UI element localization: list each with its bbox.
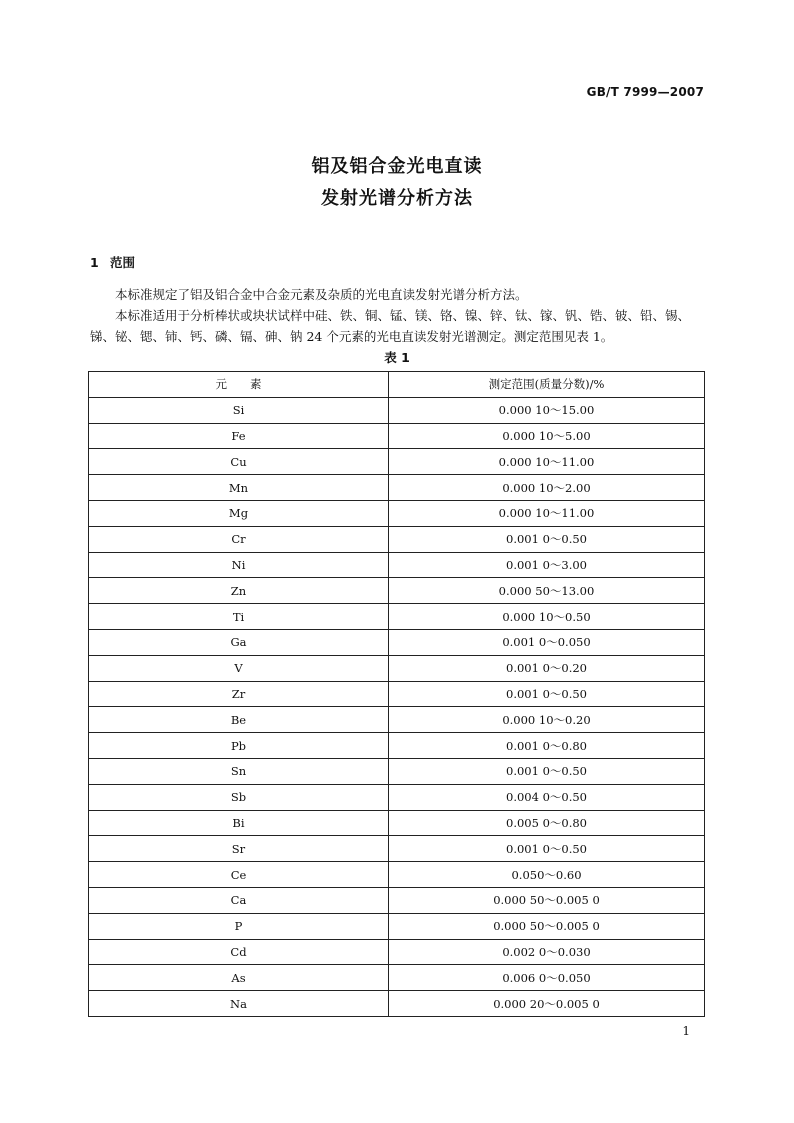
table-row [89, 578, 705, 604]
element-cell: Cd [89, 939, 389, 965]
element-cell: Cr [89, 526, 389, 552]
table-row [89, 629, 705, 655]
range-cell: 0.001 0～0.20 [389, 655, 705, 681]
range-cell: 0.000 10～11.00 [389, 500, 705, 526]
header-range: 测定范围(质量分数)/% [389, 372, 705, 398]
table-row [89, 552, 705, 578]
element-cell: Pb [89, 733, 389, 759]
element-cell: Ca [89, 887, 389, 913]
standard-code: GB/T 7999—2007 [586, 85, 704, 99]
element-cell: Ga [89, 629, 389, 655]
table-row [89, 965, 705, 991]
document-title-line2: 发射光谱分析方法 [321, 188, 473, 209]
range-cell: 0.001 0～0.50 [389, 681, 705, 707]
range-cell: 0.005 0～0.80 [389, 810, 705, 836]
table-row [89, 836, 705, 862]
measurement-range-table [88, 371, 705, 1017]
table-header-row [89, 372, 705, 398]
range-cell: 0.000 10～5.00 [389, 423, 705, 449]
table-row [89, 913, 705, 939]
paragraph-scope-2: 本标准适用于分析棒状或块状试样中硅、铁、铜、锰、镁、铬、镍、锌、钛、镓、钒、锆、铍、铅、锡、锑、铋、锶、铈、钙、磷、镉、砷、钠 24 个元素的光电直读发射光谱测定。测定范围见表 1。 [90, 308, 691, 344]
range-cell: 0.001 0～0.50 [389, 758, 705, 784]
element-cell: Na [89, 991, 389, 1017]
table-row [89, 939, 705, 965]
paragraph-scope-1: 本标准规定了铝及铝合金中合金元素及杂质的光电直读发射光谱分析方法。 [115, 287, 528, 302]
range-cell: 0.000 10～11.00 [389, 449, 705, 475]
element-cell: Ni [89, 552, 389, 578]
table-row [89, 862, 705, 888]
header-element: 元 素 [89, 372, 389, 398]
range-cell: 0.050～0.60 [389, 862, 705, 888]
table-row [89, 475, 705, 501]
element-cell: Mg [89, 500, 389, 526]
element-cell: Bi [89, 810, 389, 836]
table-row [89, 423, 705, 449]
element-cell: Cu [89, 449, 389, 475]
element-cell: Zn [89, 578, 389, 604]
range-cell: 0.001 0～0.80 [389, 733, 705, 759]
range-cell: 0.001 0～0.050 [389, 629, 705, 655]
range-cell: 0.001 0～0.50 [389, 526, 705, 552]
table-row [89, 397, 705, 423]
range-cell: 0.000 50～13.00 [389, 578, 705, 604]
range-cell: 0.001 0～3.00 [389, 552, 705, 578]
document-title-line1: 铝及铝合金光电直读 [311, 156, 483, 177]
section-title: 范围 [110, 255, 136, 270]
table-caption: 表 1 [384, 350, 410, 365]
table-row [89, 733, 705, 759]
table-row [89, 449, 705, 475]
element-cell: Fe [89, 423, 389, 449]
element-cell: As [89, 965, 389, 991]
range-cell: 0.000 20～0.005 0 [389, 991, 705, 1017]
element-cell: Sr [89, 836, 389, 862]
element-cell: P [89, 913, 389, 939]
table-row [89, 500, 705, 526]
table-row [89, 655, 705, 681]
range-cell: 0.000 50～0.005 0 [389, 913, 705, 939]
table-row [89, 810, 705, 836]
element-cell: Sn [89, 758, 389, 784]
range-cell: 0.000 10～15.00 [389, 397, 705, 423]
element-cell: Mn [89, 475, 389, 501]
element-cell: Zr [89, 681, 389, 707]
element-cell: Si [89, 397, 389, 423]
table-row [89, 758, 705, 784]
range-cell: 0.002 0～0.030 [389, 939, 705, 965]
table-row [89, 707, 705, 733]
table-row [89, 991, 705, 1017]
table-row [89, 784, 705, 810]
section-number: 1 [90, 255, 99, 270]
section-heading [90, 253, 135, 271]
table-row [89, 887, 705, 913]
range-cell: 0.006 0～0.050 [389, 965, 705, 991]
range-cell: 0.001 0～0.50 [389, 836, 705, 862]
element-cell: Ti [89, 604, 389, 630]
range-cell: 0.000 10～2.00 [389, 475, 705, 501]
range-cell: 0.000 10～0.50 [389, 604, 705, 630]
table-row [89, 526, 705, 552]
table-row [89, 681, 705, 707]
element-cell: Sb [89, 784, 389, 810]
element-cell: Ce [89, 862, 389, 888]
range-cell: 0.000 10～0.20 [389, 707, 705, 733]
page-number: 1 [682, 1024, 690, 1038]
table-row [89, 604, 705, 630]
range-cell: 0.004 0～0.50 [389, 784, 705, 810]
element-cell: Be [89, 707, 389, 733]
element-cell: V [89, 655, 389, 681]
range-cell: 0.000 50～0.005 0 [389, 887, 705, 913]
